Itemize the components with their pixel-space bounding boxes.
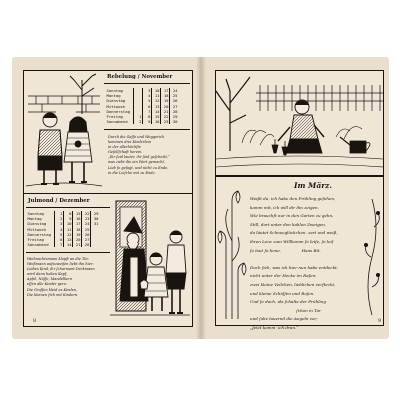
- december-day-name: Dienstag: [27, 221, 47, 227]
- december-date-cell: 31: [91, 221, 100, 226]
- girls-illustration: [26, 74, 102, 196]
- november-date-cell: 29: [170, 114, 179, 119]
- november-date-cell: 20: [161, 104, 170, 109]
- november-date-cell: 10: [152, 88, 161, 93]
- december-date-cell: 16: [73, 216, 82, 221]
- november-day-name: Sonntag: [106, 88, 123, 93]
- december-date-cell: 28: [82, 242, 91, 247]
- snowdrop-flowers: [218, 181, 246, 321]
- december-calendar-table: [27, 211, 99, 247]
- december-date-cell: 1: [55, 211, 64, 216]
- november-date-cell: 28: [170, 109, 179, 114]
- december-date-cell: 27: [82, 237, 91, 242]
- november-date-cell: 1: [134, 114, 143, 119]
- december-title: Julmond / Dezember: [28, 198, 90, 204]
- december-date-cell: 18: [73, 227, 82, 232]
- december-date-cell: 8: [64, 211, 73, 216]
- november-date-cell: 26: [170, 98, 179, 103]
- november-row: [106, 119, 178, 124]
- november-date-cell: 3: [143, 88, 152, 93]
- november-date-cell: 14: [152, 109, 161, 114]
- poem-frame: [215, 176, 384, 330]
- november-date-cell: 21: [161, 109, 170, 114]
- november-date-cell: 13: [152, 104, 161, 109]
- november-date-cell: 22: [161, 114, 170, 119]
- garden-illustration: [216, 71, 383, 175]
- violet-vine-ornament: [362, 197, 382, 317]
- december-day-name: Donnerstag: [27, 231, 51, 237]
- december-date-cell: 23: [82, 216, 91, 221]
- november-title-rule: [104, 83, 190, 84]
- november-day-name: Donnerstag: [106, 108, 130, 114]
- december-date-cell: [91, 242, 100, 247]
- december-day-name: Sonntag: [27, 211, 44, 216]
- november-day-name: Dienstag: [106, 98, 126, 104]
- december-row: [27, 242, 99, 247]
- poem-text: Weißt du, ich habe den Frühling geſehen, komm mit, ich will dir ihn zeigen. Wie brauchſt nur in den Garten zu gehn, Still, dort unter den kahlen Zweigen, da läutet Schneeglöckchen, zart und weiß, ihren Lenz zum Willkomm ſo leiſe, ſo leiſ ſo laut ſo hone. Hans Bit. Doch ſieh, was ich hier nun habe entdeckt, nicht unter der Hecke im Raſen: zwei kleine Veilchen, lieblichen verſteckt, und kleine Schöſſen und Roſen. Und ſo doch, als ſchalte der Frühling ſchon in Tor und ſahe lauernd die Angeln vor; „Jetzt komm’ ich dran.“: [250, 196, 339, 330]
- november-title: Rebelung / November: [107, 74, 173, 80]
- november-date-cell: 24: [170, 88, 179, 93]
- december-date-cell: 22: [82, 211, 91, 216]
- december-verse: Weihnachtsmann klopft an die Tür. Weißmann aufzuweiſen liebt ihn hier: Liebes Kind, ihr ſcharmant Deckmann wird dann heben Kopf, Apfel, Nüſſe, Mandelkern eſſen alle Kinder gern. Die Groſſen kleid es Kinden, Die kleinen ſieh mit Kindern.: [27, 257, 95, 297]
- november-date-cell: 17: [161, 88, 170, 93]
- november-date-cell: 7: [143, 109, 152, 114]
- november-calendar-table: [106, 88, 178, 124]
- november-date-cell: 23: [161, 119, 170, 124]
- december-date-cell: 20: [73, 237, 82, 242]
- december-day-name: Mittwoch: [27, 226, 47, 232]
- november-date-cell: 30: [170, 119, 179, 124]
- november-verse: Durch die Gaſſe und Weggerich kommen drei Kinderlein in der allerhöchſte Geſellſchaft herein. „Ihr ſeid lauter, ihr ſeid geſchickt,“ was zieht die ein Wort gemacht, Lieb ſo geſagt, und nicht zu Ende, in die Lieſche mit zu Ende.: [108, 135, 170, 175]
- november-date-cell: 25: [170, 93, 179, 98]
- november-date-cell: 5: [143, 98, 152, 103]
- november-table-rule: [104, 129, 190, 130]
- december-date-cell: 9: [64, 216, 73, 221]
- december-date-cell: 26: [82, 232, 91, 237]
- december-date-cell: 2: [55, 216, 64, 221]
- december-date-cell: 11: [64, 227, 73, 232]
- november-date-cell: 27: [170, 104, 179, 109]
- christmas-door-illustration: [110, 197, 190, 323]
- december-date-cell: 30: [91, 216, 100, 221]
- november-day-name: Montag: [106, 93, 121, 99]
- november-date-cell: 8: [143, 114, 152, 119]
- november-date-cell: 11: [152, 93, 161, 98]
- december-date-cell: 7: [55, 242, 64, 247]
- left-page-number: 8: [33, 318, 37, 324]
- december-date-cell: 21: [73, 242, 82, 247]
- december-day-name: Freitag: [27, 237, 44, 243]
- november-date-cell: 18: [161, 93, 170, 98]
- december-day-name: Montag: [27, 216, 42, 222]
- december-date-cell: 10: [64, 221, 73, 226]
- november-date-cell: 16: [152, 119, 161, 124]
- december-title-rule: [26, 207, 110, 208]
- november-date-cell: 15: [152, 114, 161, 119]
- november-day-name: Mittwoch: [106, 103, 126, 109]
- december-date-cell: 25: [82, 227, 91, 232]
- november-date-cell: 12: [152, 98, 161, 103]
- december-date-cell: 15: [73, 211, 82, 216]
- november-day-name: Sonnabend: [106, 119, 128, 125]
- december-date-cell: 19: [73, 232, 82, 237]
- december-date-cell: 5: [55, 232, 64, 237]
- december-date-cell: 13: [64, 237, 73, 242]
- november-date-cell: 4: [143, 93, 152, 98]
- december-date-cell: 29: [91, 211, 100, 216]
- november-date-cell: 6: [143, 104, 152, 109]
- december-block: [23, 193, 193, 327]
- book-gutter: [196, 57, 206, 339]
- garden-illustration-frame: [215, 70, 384, 176]
- november-date-cell: 9: [143, 119, 152, 124]
- november-block: [23, 70, 193, 200]
- december-day-name: Sonnabend: [27, 242, 49, 248]
- december-date-cell: 4: [55, 227, 64, 232]
- december-date-cell: 24: [82, 221, 91, 226]
- november-day-name: Freitag: [106, 114, 123, 120]
- poem-title: Im März.: [294, 181, 333, 190]
- right-page-number: 9: [378, 318, 382, 324]
- december-table-rule: [26, 252, 110, 253]
- november-date-cell: 19: [161, 98, 170, 103]
- december-date-cell: 17: [73, 221, 82, 226]
- november-date-cell: 2: [134, 119, 143, 124]
- december-date-cell: 6: [55, 237, 64, 242]
- december-date-cell: 14: [64, 242, 73, 247]
- december-date-cell: 12: [64, 232, 73, 237]
- december-date-cell: 3: [55, 221, 64, 226]
